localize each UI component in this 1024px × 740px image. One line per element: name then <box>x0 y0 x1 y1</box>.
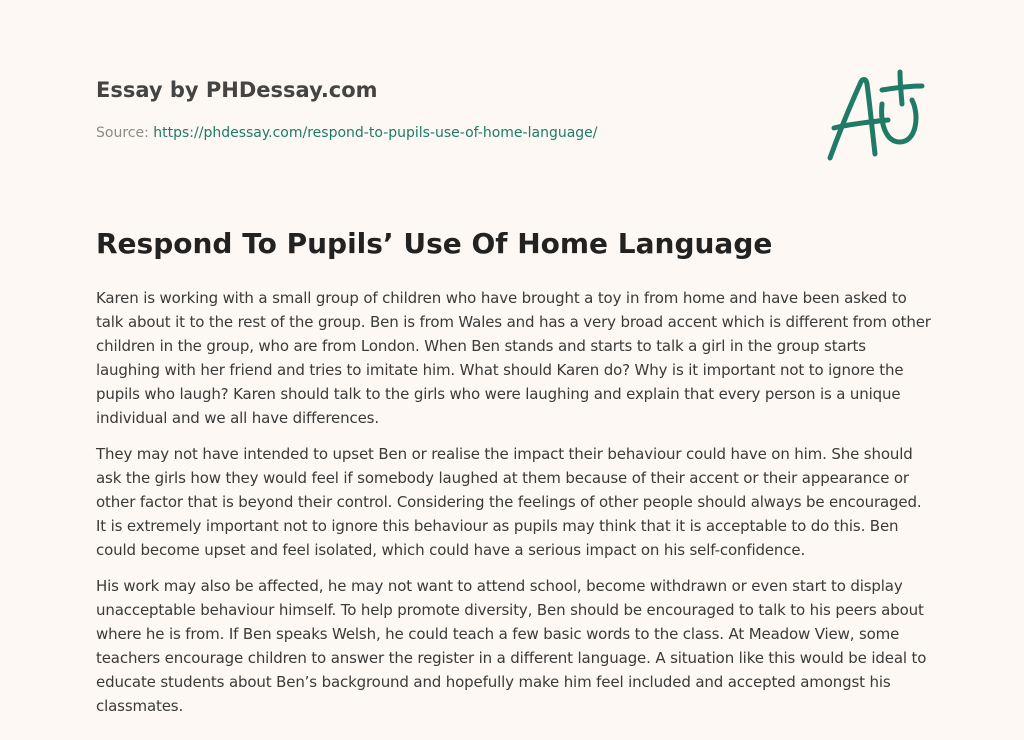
a-plus-logo-svg <box>820 66 930 166</box>
essay-paragraph-1: Karen is working with a small group of children who have brought a toy in from home and have been asked to talk about it to the rest of the group. Ben is from Wales and has a very broad accent which is different from other children in the group, who are from London. When Ben stands and starts to talk a girl in the group starts laughing with her friend and tries to imitate him. What should Karen do? Why is it important not to ignore the pupils who laugh? Karen should talk to the girls who were laughing and explain that every person is a unique individual and we all have differences. <box>96 289 931 427</box>
page-header <box>96 76 796 141</box>
essay-paragraph-3: His work may also be affected, he may not want to attend school, become withdrawn or even start to display unacceptable behaviour himself. To help promote diversity, Ben should be encouraged to talk to his peers about where he is from. If Ben speaks Welsh, he could teach a few basic words to the class. At Meadow View, some teachers encourage children to answer the register in a different language. A situation like this would be ideal to educate students about Ben’s background and hopefully make him feel included and accepted amongst his classmates. <box>96 577 927 715</box>
essay-body <box>96 286 932 730</box>
source-link[interactable]: https://phdessay.com/respond-to-pupils-use-of-home-language/ <box>153 125 598 141</box>
plus-horizontal <box>882 86 922 90</box>
essay-title: Respond To Pupils’ Use Of Home Language <box>96 227 773 260</box>
a-plus-grade-icon <box>820 66 930 166</box>
a-strokes <box>830 80 875 159</box>
source-label: Source: <box>96 125 149 141</box>
source-line <box>96 123 598 143</box>
essay-paragraph-2: They may not have intended to upset Ben or realise the impact their behaviour could have on him. She should ask the girls how they would feel if somebody laughed at them because of their accent or their appearance or other factor that is beyond their control. Considering the feelings of other people should always be encouraged. It is extremely important not to ignore this behaviour as pupils may think that it is acceptable to do this. Ben could become upset and feel isolated, which could have a serious impact on his self-confidence. <box>96 445 922 559</box>
site-title: Essay by PHDessay.com <box>96 78 378 102</box>
